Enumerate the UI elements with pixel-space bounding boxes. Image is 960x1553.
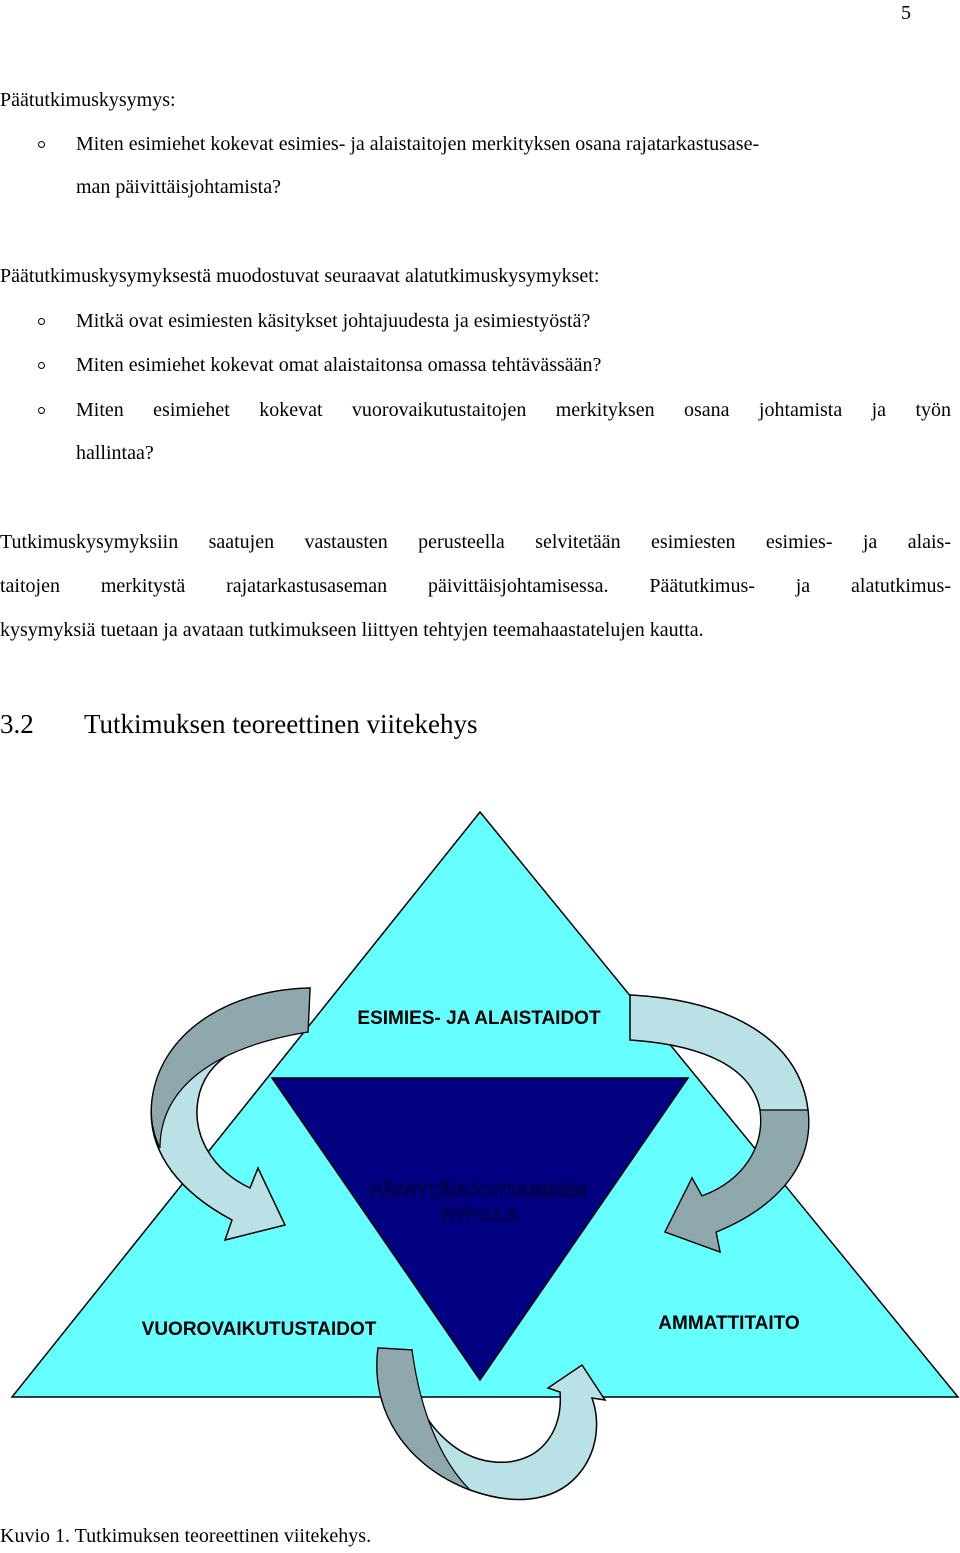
section-number: 3.2 [0,709,34,739]
top-label: ESIMIES- JA ALAISTAIDOT [357,1008,601,1029]
center-label-line-2: RYP:LLA [441,1205,519,1225]
center-label-line-1: PÄIVITTÄISJOHTAMINEN [369,1181,587,1201]
page-number: 5 [901,2,911,24]
framework-diagram [0,800,960,1520]
main-question-line-1: Miten esimiehet kokevat esimies- ja alaistaitojen merkityksen osana rajatarkastusase- [76,133,760,155]
sub-questions-label: Päätutkimuskysymyksestä muodostuvat seuraavat alatutkimuskysymykset: [0,265,600,287]
main-question-line-2: man päivittäisjohtamista? [76,176,281,198]
main-question-label: Päätutkimuskysymys: [0,89,176,111]
bullet-icon [38,141,45,148]
sub-question-3-line-1: Miten esimiehet kokevat vuorovaikutustaitojen merkityksen osana johtamista ja työn [76,399,951,421]
sub-question-1: Mitkä ovat esimiesten käsitykset johtajuudesta ja esimiestyöstä? [76,310,591,332]
bullet-icon [38,362,45,369]
section-title: Tutkimuksen teoreettinen viitekehys [84,709,478,739]
right-label: AMMATTITAITO [658,1313,800,1334]
left-label: VUOROVAIKUTUSTAIDOT [141,1319,377,1340]
bullet-icon [38,318,45,325]
sub-question-2: Miten esimiehet kokevat omat alaistaitonsa omassa tehtävässään? [76,354,602,376]
figure-caption: Kuvio 1. Tutkimuksen teoreettinen viitekehys. [0,1525,372,1547]
paragraph-line-1: Tutkimuskysymyksiin saatujen vastausten perusteella selvitetään esimiesten esimies- ja alais- [0,531,951,553]
bullet-icon [38,407,45,414]
sub-question-3-line-2: hallintaa? [76,442,154,464]
paragraph-line-2: taitojen merkitystä rajatarkastusaseman päivittäisjohtamisessa. Päätutkimus- ja alatutkimus- [0,575,951,597]
paragraph-line-3: kysymyksiä tuetaan ja avataan tutkimukseen liittyen tehtyjen teemahaastatelujen kautta. [0,619,704,641]
